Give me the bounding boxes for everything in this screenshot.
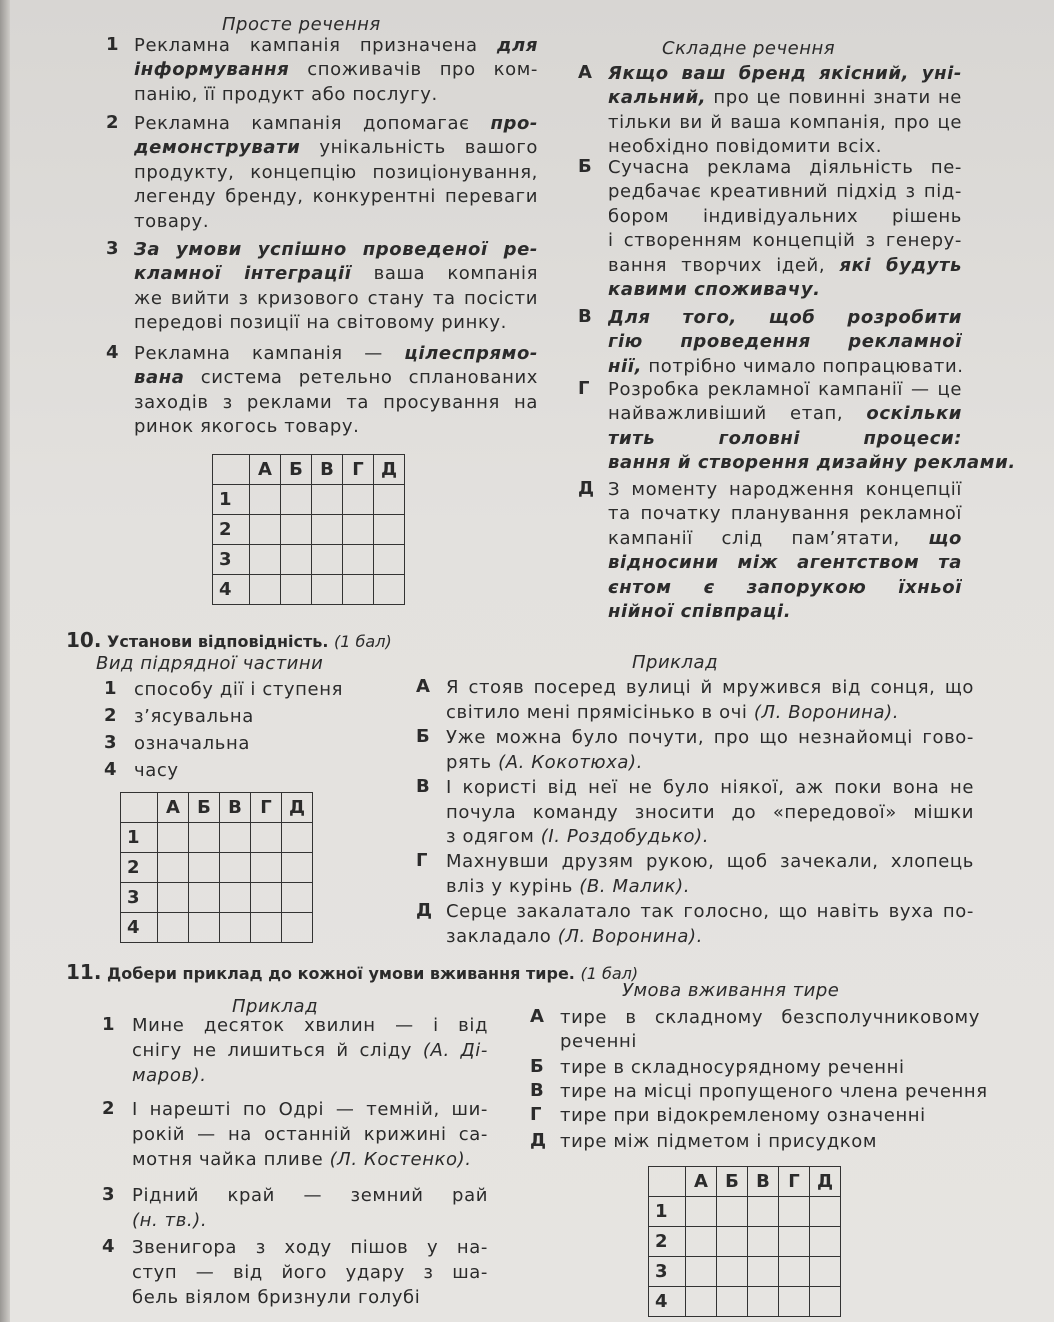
item-line	[608, 330, 962, 354]
text-segment: Якщо ваш бренд якісний, уні-	[608, 63, 962, 84]
item-line	[132, 1209, 207, 1234]
text-segment: нійної співпраці.	[608, 601, 792, 622]
item-line	[134, 136, 538, 160]
q10-points: (1 бал)	[334, 632, 392, 651]
grid-col-header: Б	[189, 793, 220, 823]
text-segment: снігу не лишиться й сліду	[132, 1039, 423, 1061]
text-segment: гію проведення рекламної	[608, 331, 962, 353]
item-line	[446, 900, 974, 925]
item-line	[608, 576, 962, 600]
text-segment: Я стояв посеред вулиці й мружився від сонця, що	[446, 677, 974, 698]
text-segment: що	[928, 527, 962, 549]
item-line	[608, 86, 962, 110]
item-number: 2	[104, 705, 117, 726]
item-line	[132, 1064, 207, 1089]
item-number: 1	[104, 678, 117, 699]
item-letter: Б	[416, 726, 430, 747]
grid-col-header: А	[250, 455, 281, 485]
answer-cell[interactable]	[717, 1287, 748, 1317]
answer-cell[interactable]	[220, 823, 251, 853]
text-segment: Мине десяток хвилин — і від	[132, 1015, 488, 1036]
item-letter: Б	[530, 1056, 544, 1077]
grid-col-header: В	[748, 1167, 779, 1197]
item-line	[132, 1236, 488, 1261]
answer-cell[interactable]	[312, 515, 343, 545]
item-number: 4	[104, 759, 117, 780]
answer-cell[interactable]	[189, 883, 220, 913]
text-segment: кавими споживачу.	[608, 279, 821, 300]
item-line	[446, 776, 974, 801]
answer-cell[interactable]	[250, 485, 281, 515]
item-line: тире між підметом і присудком	[560, 1131, 878, 1152]
text-segment: І користі від неї не було ніякої, аж поки вона не	[446, 777, 974, 798]
answer-cell[interactable]	[686, 1197, 717, 1227]
item-line	[608, 205, 962, 229]
q11-title-line	[66, 960, 638, 984]
item-line	[134, 415, 359, 440]
item-number: 4	[106, 342, 119, 363]
item-line	[446, 850, 974, 875]
grid-col-header: Б	[281, 455, 312, 485]
text-segment: потрібно чимало попрацювати.	[642, 355, 964, 377]
item-line	[134, 391, 538, 415]
item-line	[608, 451, 1016, 476]
item-letter: Г	[578, 378, 590, 399]
grid-row-header: 3	[649, 1257, 686, 1287]
item-line	[132, 1261, 488, 1286]
text-segment: товару.	[134, 210, 210, 232]
book-spine	[0, 0, 10, 1322]
answer-cell[interactable]	[282, 883, 313, 913]
grid-col-header: А	[686, 1167, 717, 1197]
text-segment: кампанії слід пам’ятати,	[608, 527, 929, 549]
text-segment: світило мені прямісінько в очі	[446, 701, 754, 723]
answer-cell[interactable]	[281, 575, 312, 605]
answer-cell[interactable]	[220, 883, 251, 913]
item-text: означальна	[134, 733, 250, 754]
text-segment: же вийти з кризового стану та посісти	[134, 287, 538, 309]
item-line	[608, 600, 791, 625]
answer-cell[interactable]	[748, 1197, 779, 1227]
text-segment: Рекламна кампанія допомагає	[134, 113, 491, 134]
grid-row-header: 2	[121, 853, 158, 883]
answer-cell[interactable]	[189, 823, 220, 853]
text-segment: І нарешті по Одрі — темній, ши-	[132, 1099, 488, 1120]
q11-left-header: Приклад	[232, 996, 319, 1017]
text-segment: оскільки	[866, 403, 962, 425]
item-line	[608, 478, 962, 502]
grid-row-header: 2	[213, 515, 250, 545]
answer-cell[interactable]	[312, 485, 343, 515]
text-segment: З моменту народження концепції	[608, 479, 962, 500]
answer-cell[interactable]	[717, 1197, 748, 1227]
item-line	[608, 378, 962, 402]
item-line	[608, 229, 962, 253]
q10-number: 10.	[66, 628, 102, 652]
text-segment: (н. тв.).	[132, 1209, 208, 1231]
grid-row-header: 3	[121, 883, 158, 913]
text-segment: тільки ви й ваша компанія, про це	[608, 111, 962, 133]
text-segment: (А. Ді-	[422, 1039, 488, 1061]
item-number: 2	[106, 112, 119, 133]
text-segment: про це повинні знати не	[706, 87, 962, 109]
item-number: 3	[102, 1184, 115, 1205]
q11-title: Добери приклад до кожної умови вживання тире.	[107, 964, 575, 983]
answer-cell[interactable]	[282, 913, 313, 943]
text-segment: споживачів про ком-	[289, 59, 538, 81]
item-letter: Г	[416, 850, 428, 871]
answer-cell[interactable]	[374, 515, 405, 545]
item-line	[132, 1148, 472, 1173]
item-letter: Д	[578, 478, 595, 499]
grid-row-header: 4	[213, 575, 250, 605]
grid-col-header: Д	[282, 793, 313, 823]
text-segment: найважливіший етап,	[608, 403, 867, 425]
item-line	[132, 1014, 488, 1039]
text-segment: демонструвати	[134, 137, 301, 159]
item-number: 4	[102, 1236, 115, 1257]
text-segment: про-	[490, 113, 538, 134]
answer-cell[interactable]	[281, 485, 312, 515]
item-letter: В	[416, 776, 430, 797]
text-segment: Махнувши друзям рукою, щоб зачекали, хлопець	[446, 851, 974, 872]
answer-cell[interactable]	[717, 1257, 748, 1287]
text-segment: (Л. Воронина).	[557, 925, 703, 947]
text-segment: мотня чайка пливе	[132, 1148, 330, 1170]
text-segment: закладало	[446, 925, 558, 947]
text-segment: легенду бренду, конкурентні переваги	[134, 186, 538, 208]
answer-cell[interactable]	[251, 913, 282, 943]
answer-cell[interactable]	[250, 545, 281, 575]
text-segment: Рідний край — земний рай	[132, 1185, 488, 1206]
answer-grid-table[interactable]	[120, 792, 313, 943]
answer-cell[interactable]	[686, 1287, 717, 1317]
item-line	[134, 83, 438, 108]
text-segment: кальний,	[608, 87, 707, 109]
item-line	[608, 502, 962, 526]
text-segment: відносини між агентством та	[608, 552, 962, 574]
text-segment: (Л. Костенко).	[329, 1148, 472, 1170]
text-segment: вана	[134, 367, 185, 389]
answer-cell[interactable]	[158, 853, 189, 883]
grid-row-header: 1	[649, 1197, 686, 1227]
item-line	[132, 1098, 488, 1123]
grid-col-header: Д	[374, 455, 405, 485]
answer-cell[interactable]	[189, 913, 220, 943]
item-text: з’ясувальна	[134, 706, 254, 727]
item-line	[132, 1286, 420, 1311]
answer-cell[interactable]	[312, 575, 343, 605]
text-segment: редбачає креативний підхід з під-	[608, 181, 962, 203]
q11-right-header: Умова вживання тире	[622, 980, 840, 1001]
answer-cell[interactable]	[748, 1227, 779, 1257]
answer-cell[interactable]	[251, 853, 282, 883]
item-line	[134, 161, 538, 185]
answer-cell[interactable]	[374, 575, 405, 605]
answer-cell[interactable]	[220, 853, 251, 883]
grid-col-header: Г	[251, 793, 282, 823]
text-segment: з одягом	[446, 826, 541, 848]
answer-cell[interactable]	[158, 883, 189, 913]
answer-cell[interactable]	[282, 853, 313, 883]
text-segment: бором індивідуальних рішень	[608, 205, 962, 227]
item-letter: Б	[578, 156, 592, 177]
text-segment: Сучасна реклама діяльність пе-	[608, 157, 962, 178]
item-number: 1	[102, 1014, 115, 1035]
q10-title: Установи відповідність.	[107, 632, 329, 651]
answer-grid-table[interactable]	[648, 1166, 841, 1317]
item-line	[446, 701, 899, 726]
answer-cell[interactable]	[343, 485, 374, 515]
item-letter: А	[578, 62, 592, 83]
answer-cell[interactable]	[810, 1227, 841, 1257]
text-segment: (І. Роздобудько).	[540, 826, 710, 848]
item-line	[608, 527, 962, 551]
q10-title-line	[66, 628, 392, 652]
grid-col-header: А	[158, 793, 189, 823]
item-line: тире при відокремленому означенні	[560, 1105, 926, 1126]
text-segment: заходів з реклами та просування на	[134, 391, 538, 413]
answer-cell[interactable]	[779, 1287, 810, 1317]
text-segment: вання й створення дизайну реклами.	[608, 452, 1016, 474]
answer-cell[interactable]	[158, 913, 189, 943]
text-segment: Серце закалатало так голосно, що навіть вуха по-	[446, 901, 974, 922]
answer-cell[interactable]	[282, 823, 313, 853]
item-line	[134, 238, 538, 262]
answer-cell[interactable]	[374, 545, 405, 575]
grid-row-header: 4	[649, 1287, 686, 1317]
q10-right-header: Приклад	[632, 652, 719, 673]
text-segment: Уже можна було почути, про що незнайомці гово-	[446, 727, 974, 748]
text-segment: цілеспрямо-	[404, 343, 538, 364]
grid-row-header: 1	[121, 823, 158, 853]
answer-cell[interactable]	[250, 515, 281, 545]
answer-cell[interactable]	[686, 1257, 717, 1287]
item-line	[608, 355, 964, 380]
item-line: реченні	[560, 1031, 637, 1053]
text-segment: рять	[446, 751, 499, 773]
answer-cell[interactable]	[748, 1257, 779, 1287]
text-segment: почула команду зносити до «передової» мішки	[446, 801, 974, 823]
text-segment: ваша компанія	[373, 263, 538, 285]
item-line	[608, 111, 962, 135]
item-line	[446, 825, 709, 850]
grid-col-header: Д	[810, 1167, 841, 1197]
item-line	[608, 306, 962, 330]
item-line	[608, 62, 962, 86]
grid-row-header: 1	[213, 485, 250, 515]
text-segment: панію, її продукт або послугу.	[134, 83, 438, 105]
item-line	[134, 58, 538, 82]
item-line	[608, 156, 962, 180]
text-segment: (А. Кокотюха).	[498, 751, 643, 773]
answer-cell[interactable]	[281, 545, 312, 575]
text-segment: За умови успішно проведеної ре-	[134, 239, 538, 260]
item-line	[608, 427, 962, 451]
text-segment: передові позиції на світовому ринку.	[134, 312, 507, 334]
item-text: способу дії і ступеня	[134, 679, 344, 700]
item-line	[132, 1184, 488, 1209]
text-segment: вання творчих ідей,	[608, 254, 840, 276]
grid-col-header: В	[220, 793, 251, 823]
answer-cell[interactable]	[779, 1227, 810, 1257]
grid-col-header: Г	[779, 1167, 810, 1197]
answer-cell[interactable]	[158, 823, 189, 853]
grid-row-header: 2	[649, 1227, 686, 1257]
item-line	[134, 366, 538, 390]
answer-cell[interactable]	[343, 575, 374, 605]
text-segment: для	[496, 35, 538, 56]
grid-row-header: 4	[121, 913, 158, 943]
text-segment: (В. Малик).	[579, 875, 691, 897]
item-line	[608, 551, 962, 575]
answer-cell[interactable]	[250, 575, 281, 605]
answer-grid-table[interactable]	[212, 454, 405, 605]
text-segment: вліз у курінь	[446, 875, 580, 897]
grid-corner	[213, 455, 250, 485]
text-segment: Для того, щоб розробити	[608, 307, 962, 328]
answer-cell[interactable]	[189, 853, 220, 883]
item-line	[446, 925, 703, 950]
text-segment: (Л. Воронина).	[753, 701, 900, 723]
text-segment: тить головні процеси:	[608, 427, 962, 449]
item-line	[446, 726, 974, 751]
item-letter: В	[578, 306, 592, 327]
item-number: 1	[106, 34, 119, 55]
item-line	[134, 287, 538, 311]
item-line	[608, 278, 821, 303]
item-line	[446, 801, 974, 826]
item-line: тире на місці пропущеного члена речення	[560, 1081, 988, 1102]
text-segment: маров).	[132, 1064, 207, 1086]
item-letter: В	[530, 1080, 544, 1101]
item-number: 3	[104, 732, 117, 753]
text-segment: кламної інтеграції	[134, 263, 352, 285]
item-line	[446, 751, 643, 776]
answer-cell[interactable]	[374, 485, 405, 515]
item-line	[134, 112, 538, 136]
text-segment: система ретельно спланованих	[184, 367, 538, 389]
item-line	[446, 875, 690, 900]
text-segment: бель віялом бризнули голубі	[132, 1286, 421, 1308]
item-line	[134, 262, 538, 286]
item-line	[134, 185, 538, 209]
text-segment: та початку планування рекламної	[608, 503, 962, 525]
text-segment: Рекламна кампанія —	[134, 343, 405, 364]
item-line	[134, 342, 538, 366]
answer-cell[interactable]	[717, 1227, 748, 1257]
item-line	[608, 180, 962, 204]
text-segment: Розробка рекламної кампанії — це	[608, 379, 962, 400]
text-segment: ступ — від його удару з ша-	[132, 1261, 488, 1283]
item-line	[608, 254, 962, 278]
text-segment: і створенням концепцій з генеру-	[608, 230, 962, 252]
text-segment: які будуть	[839, 254, 962, 276]
item-line: тире в складносурядному реченні	[560, 1057, 905, 1078]
item-letter: Г	[530, 1104, 542, 1125]
answer-cell[interactable]	[343, 515, 374, 545]
text-segment: єнтом є запорукою їхньої	[608, 576, 962, 598]
text-segment: необхідно повідомити всіх.	[608, 136, 883, 158]
item-line: тире в складному безсполучниковому	[560, 1007, 980, 1028]
item-letter: А	[416, 676, 430, 697]
answer-cell[interactable]	[810, 1197, 841, 1227]
grid-corner	[649, 1167, 686, 1197]
item-number: 3	[106, 238, 119, 259]
item-line	[134, 311, 507, 336]
answer-cell[interactable]	[810, 1257, 841, 1287]
item-number: 2	[102, 1098, 115, 1119]
text-segment: унікальність вашого	[300, 137, 538, 159]
answer-cell[interactable]	[810, 1287, 841, 1317]
text-segment: Рекламна кампанія призначена	[134, 35, 497, 56]
item-letter: Д	[530, 1130, 547, 1151]
answer-cell[interactable]	[251, 823, 282, 853]
answer-cell[interactable]	[686, 1227, 717, 1257]
item-text: часу	[134, 760, 179, 781]
q10-left-header: Вид підрядної частини	[96, 653, 324, 674]
answer-cell[interactable]	[779, 1257, 810, 1287]
text-segment: продукту, концепцію позиціонування,	[134, 161, 538, 183]
text-segment: інформування	[134, 59, 290, 81]
item-line	[134, 34, 538, 58]
item-line	[134, 210, 209, 235]
q11-number: 11.	[66, 960, 102, 984]
item-line	[132, 1123, 488, 1148]
answer-cell[interactable]	[312, 545, 343, 575]
grid-col-header: Г	[343, 455, 374, 485]
grid-corner	[121, 793, 158, 823]
item-line	[446, 676, 974, 701]
item-letter: Д	[416, 900, 433, 921]
q9-left-header: Просте речення	[222, 14, 381, 35]
grid-col-header: Б	[717, 1167, 748, 1197]
answer-cell[interactable]	[281, 515, 312, 545]
q9-right-header: Складне речення	[662, 38, 836, 59]
q11-points: (1 бал)	[580, 964, 639, 983]
item-line	[608, 402, 962, 426]
text-segment: Звенигора з ходу пішов у на-	[132, 1237, 488, 1258]
grid-row-header: 3	[213, 545, 250, 575]
text-segment: нії,	[608, 355, 643, 377]
answer-cell[interactable]	[251, 883, 282, 913]
grid-col-header: В	[312, 455, 343, 485]
answer-cell[interactable]	[220, 913, 251, 943]
text-segment: рокій — на останній крижині са-	[132, 1123, 488, 1145]
item-line	[132, 1039, 488, 1064]
answer-cell[interactable]	[343, 545, 374, 575]
answer-cell[interactable]	[748, 1287, 779, 1317]
item-letter: А	[530, 1006, 544, 1027]
answer-cell[interactable]	[779, 1197, 810, 1227]
text-segment: ринок якогось товару.	[134, 416, 360, 438]
